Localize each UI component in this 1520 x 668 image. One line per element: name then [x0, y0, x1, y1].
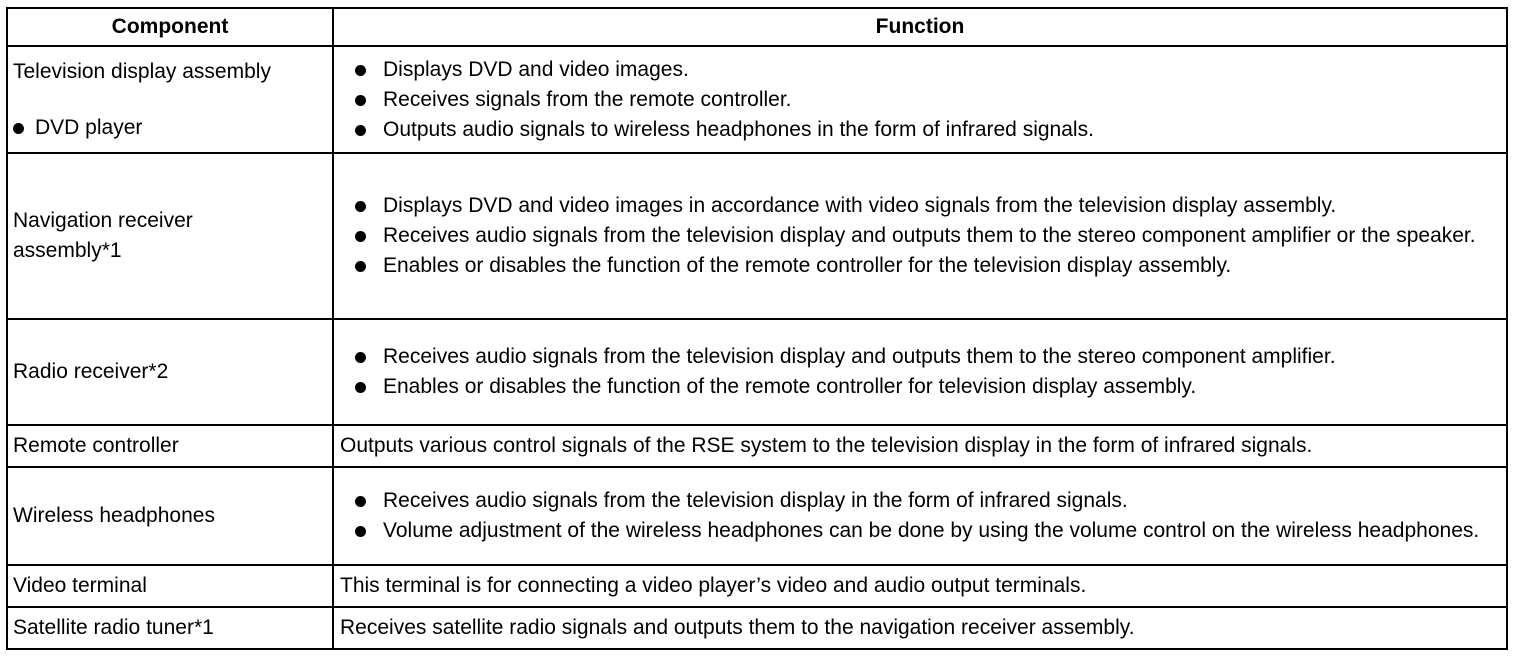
function-list [340, 52, 1502, 148]
component-name: Video terminal [13, 574, 147, 597]
component-cell [7, 467, 333, 565]
bullet-icon [355, 352, 366, 363]
table-row [7, 153, 1507, 319]
function-cell [333, 467, 1507, 565]
component-function-table [6, 7, 1508, 650]
function-cell [333, 319, 1507, 425]
component-cell [7, 319, 333, 425]
function-text: Displays DVD and video images in accordance with video signals from the television display assembly. [383, 194, 1337, 217]
column-header-function: Function [333, 8, 1507, 46]
function-list [340, 483, 1502, 549]
function-cell [333, 46, 1507, 153]
function-cell [333, 425, 1507, 467]
table-header-row [7, 8, 1507, 46]
function-text: Enables or disables the function of the remote controller for the television display assembly. [383, 254, 1232, 277]
component-name: Radio receiver*2 [13, 360, 169, 383]
function-list [340, 188, 1502, 284]
function-text: Receives audio signals from the television display and outputs them to the stereo component amplifier. [383, 345, 1336, 368]
table-row [7, 425, 1507, 467]
function-text: Receives satellite radio signals and outputs them to the navigation receiver assembly. [340, 616, 1135, 639]
component-name: Television display assembly [13, 59, 271, 83]
sub-component-name: DVD player [35, 115, 143, 139]
bullet-icon [355, 201, 366, 212]
table-row [7, 319, 1507, 425]
bullet-icon [355, 231, 366, 242]
function-text: Receives signals from the remote controller. [383, 87, 792, 111]
bullet-icon [355, 125, 366, 136]
function-item [340, 55, 1502, 85]
component-name: Wireless headphones [13, 504, 215, 527]
component-cell [7, 153, 333, 319]
component-name: Navigation receiver assembly*1 [13, 209, 193, 262]
function-list [340, 339, 1502, 405]
function-text: Displays DVD and video images. [383, 57, 689, 81]
function-text: Receives audio signals from the television display and outputs them to the stereo component amplifier or the speaker. [383, 224, 1476, 247]
component-cell [7, 46, 333, 153]
function-item [340, 486, 1502, 516]
bullet-icon [355, 496, 366, 507]
table-row [7, 565, 1507, 607]
function-item [340, 115, 1502, 145]
bullet-icon [355, 261, 366, 272]
function-item [340, 251, 1502, 281]
component-cell [7, 565, 333, 607]
function-item [340, 342, 1502, 372]
function-text: Volume adjustment of the wireless headphones can be done by using the volume control on the wireless headphones. [383, 519, 1480, 542]
table-row [7, 467, 1507, 565]
function-item [340, 85, 1502, 115]
function-text: Receives audio signals from the television display in the form of infrared signals. [383, 489, 1128, 512]
function-item [340, 191, 1502, 221]
bullet-icon [355, 526, 366, 537]
component-cell [7, 607, 333, 649]
bullet-icon [355, 382, 366, 393]
bullet-icon [13, 123, 24, 134]
component-cell [7, 425, 333, 467]
bullet-icon [355, 65, 366, 76]
function-text: Outputs audio signals to wireless headphones in the form of infrared signals. [383, 117, 1094, 141]
function-item [340, 372, 1502, 402]
bullet-icon [355, 95, 366, 106]
table-row [7, 46, 1507, 153]
component-name: Satellite radio tuner*1 [13, 616, 214, 639]
component-name: Remote controller [13, 434, 179, 457]
function-cell [333, 607, 1507, 649]
function-text: Enables or disables the function of the remote controller for television display assembly. [383, 375, 1197, 398]
column-header-component: Component [7, 8, 333, 46]
sub-component-item [13, 113, 332, 143]
function-cell [333, 565, 1507, 607]
function-item [340, 516, 1502, 546]
function-item [340, 221, 1502, 251]
table-row [7, 607, 1507, 649]
function-cell [333, 153, 1507, 319]
function-text: Outputs various control signals of the RSE system to the television display in the form of infrared signals. [340, 434, 1313, 457]
function-text: This terminal is for connecting a video player’s video and audio output terminals. [340, 574, 1087, 597]
